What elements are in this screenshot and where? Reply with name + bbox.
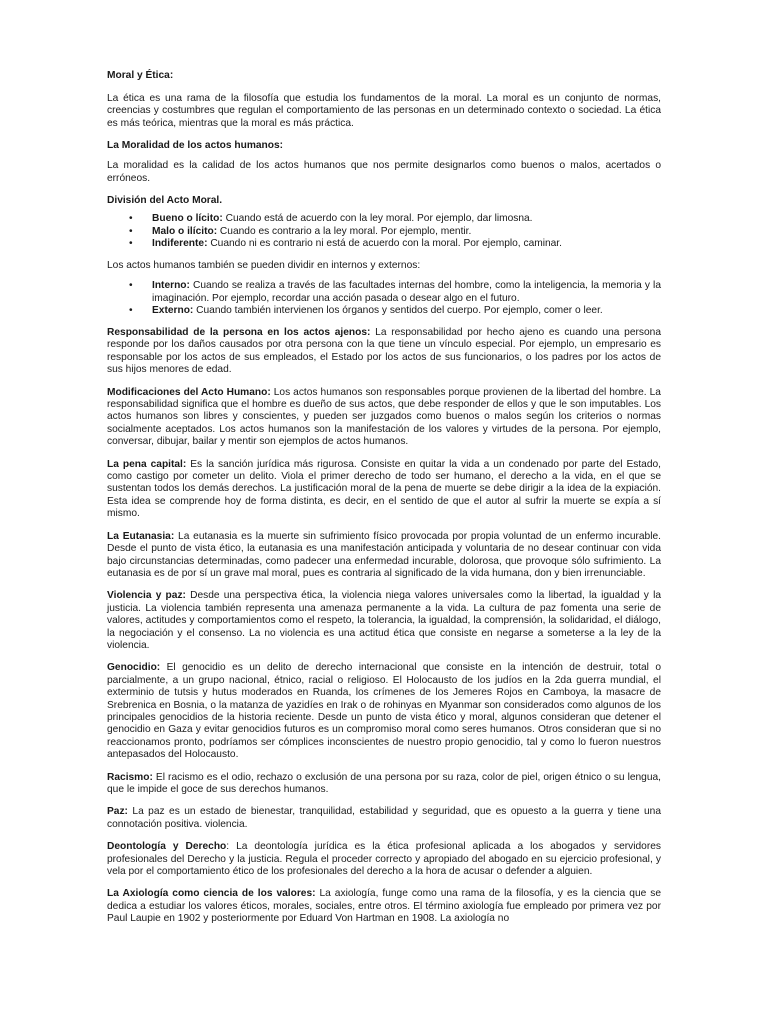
section-paragraph (107, 590, 661, 652)
bullet-icon: • (129, 280, 133, 292)
section-paragraph (107, 459, 661, 521)
bullet-icon: • (129, 238, 133, 250)
list-item (129, 280, 661, 305)
item-term: Interno: (152, 280, 190, 292)
item-text: Cuando también intervienen los órganos y sentidos del cuerpo. Por ejemplo, comer o leer. (193, 305, 603, 317)
item-term: Bueno o lícito: (152, 213, 223, 225)
internos-externos-list (107, 280, 661, 318)
item-text: Cuando es contrario a la ley moral. Por ejemplo, mentir. (217, 225, 472, 237)
item-term: Malo o ilícito: (152, 225, 218, 237)
section-paragraph (107, 387, 661, 449)
item-text: Cuando ni es contrario ni está de acuerdo con la moral. Por ejemplo, caminar. (207, 238, 562, 250)
item-term: Externo: (152, 305, 194, 317)
section-text: Es la sanción jurídica más rigurosa. Consiste en quitar la vida a un condenado por parte del Estado, como castigo por cometer un delito. Viola el primer derecho de todo ser humano, el derecho a la vida, en el que se sustentan todos los demás derechos. La justificación moral de la pena de muerte se debe dirigir a la idea de la expiación. Esta idea se comprende hoy de forma distinta, es decir, en el sentido de que el autor al sufrir la muerte se expía a sí mismo. (107, 458, 661, 520)
section-term: La Eutanasia: (107, 530, 175, 542)
section-paragraph (107, 888, 661, 925)
bullet-icon: • (129, 213, 133, 225)
division-list (107, 213, 661, 251)
section-paragraph (107, 662, 661, 761)
list-item (129, 225, 661, 239)
section-paragraph (107, 531, 661, 581)
section-term: Deontología y Derecho (107, 841, 227, 853)
document-title: Moral y Ética: (107, 70, 174, 81)
list-item (129, 213, 661, 226)
moralidad-paragraph: La moralidad es la calidad de los actos humanos que nos permite designarlos como buenos o malos, acertados o erróneos. (107, 160, 661, 184)
section-term: Responsabilidad de la persona en los actos ajenos: (107, 327, 371, 338)
item-text: Cuando está de acuerdo con la ley moral. Por ejemplo, dar limosna. (222, 213, 533, 225)
section-term: La Axiología como ciencia de los valores: (107, 888, 316, 900)
section-term: Racismo: (107, 771, 153, 783)
internos-externos-intro: Los actos humanos también se pueden dividir en internos y externos: (107, 259, 421, 271)
section-paragraph (107, 772, 661, 797)
section-paragraph (107, 806, 661, 831)
moralidad-heading: La Moralidad de los actos humanos: (107, 140, 284, 152)
section-text: Los actos humanos son responsables porque provienen de la libertad del hombre. La responsabilidad significa que el hombre es dueño de sus actos, que debe responder de ellos y que le son imputables. Los actos humanos son libres y conscientes, y pueden ser juzgados como buenos o malos según los criterios o normas socialmente aceptados. Los actos humanos son la manifestación de los valores y virtudes de la persona. Por ejemplo, conversar, dibujar, bailar y mentir son ejemplos de actos humanos. (107, 386, 661, 448)
list-item (129, 305, 661, 318)
item-term: Indiferente: (152, 238, 208, 250)
section-term: Violencia y paz: (107, 590, 186, 602)
section-term: La pena capital: (107, 458, 187, 470)
section-text: El racismo es el odio, rechazo o exclusión de una persona por su raza, color de piel, origen étnico o su lengua, que le impide el goce de sus derechos humanos. (107, 771, 661, 795)
intro-paragraph: La ética es una rama de la filosofía que estudia los fundamentos de la moral. La moral es un conjunto de normas, creencias y costumbres que regulan el comportamiento de las personas en un determinado contexto o sociedad. La ética es más teórica, mientras que la moral es más práctica. (107, 93, 661, 129)
section-term: Modificaciones del Acto Humano: (107, 386, 271, 398)
section-text: La responsabilidad por hecho ajeno es cuando una persona responde por los daños causados por otra persona con la que tiene un vínculo especial. Por ejemplo, un empresario es responsable por los actos de sus empleados, el Estado por los actos de sus funcionarios, o los padres por los actos de sus hijos menores de edad. (107, 327, 661, 376)
section-text: Desde una perspectiva ética, la violencia niega valores universales como la libertad, la igualdad y la justicia. La violencia también representa una amenaza permanente a la vida. La cultura de paz fomenta una serie de valores, actitudes y comportamientos como el respeto, la tolerancia, la igualdad, la comprensión, la solidaridad, el diálogo, la negociación y el consenso. La no violencia es una actitud ética que consiste en negarse a someterse a la ley de la violencia. (107, 590, 661, 651)
section-text: El genocidio es un delito de derecho internacional que consiste en la intención de destruir, total o parcialmente, a un grupo nacional, étnico, racial o religioso. El Holocausto de los judíos en la 2da guerra mundial, el exterminio de tutsis y hutus moderados en Ruanda, los crímenes de los Jemeres Rojos en Camboya, la masacre de Srebrenica en Bosnia, o la matanza de yazidíes en Irak o de rohinyas en Myanmar son considerados como algunos de los principales genocidios de la historia reciente. Desde un punto de vista ético y moral, algunos consideran que detener el genocidio en Gaza y evitar genocidios futuros es un compromiso moral como seres humanos. Otros consideran que si no reaccionamos pronto, podríamos ser cómplices inconscientes de nuestro propio genocidio, tal y como lo fueron nuestros antepasados del Holocausto. (107, 662, 661, 761)
section-term: Paz: (107, 806, 128, 818)
bullet-icon: • (129, 305, 133, 317)
section-text: La eutanasia es la muerte sin sufrimiento físico provocada por propia voluntad de un enfermo incurable. Desde el punto de vista ético, la eutanasia es una manifestación anticipada y voluntaria de no desear continuar con vida bajo circunstancias determinadas, como padecer una enfermedad incurable, dolorosa, que provoque sólo sufrimiento. La eutanasia es de por sí un grave mal moral, pues es contraria al significado de la vida humana, don y bien irrenunciable. (107, 530, 661, 579)
item-text: Cuando se realiza a través de las facultades internas del hombre, como la inteligencia, la memoria y la imaginación. Por ejemplo, recordar una acción pasada o desear algo en el futuro. (152, 280, 661, 304)
list-item (129, 238, 661, 251)
bullet-icon: • (129, 225, 133, 237)
section-term: Genocidio: (107, 662, 161, 674)
section-paragraph (107, 841, 661, 878)
section-paragraph (107, 327, 661, 377)
section-text: : La deontología jurídica es la ética profesional aplicada a los abogados y servidores profesionales del Derecho y la justicia. Regula el proceder correcto y apropiado del abogado en su ejercicio profesional, y vela por el comportamiento ético de los profesionales del derecho a la hora de acusar o defender a alguien. (107, 841, 661, 878)
section-text: La axiología, funge como una rama de la filosofía, y es la ciencia que se dedica a estudiar los valores éticos, morales, sociales, entre otros. El término axiología fue empleado por primera vez por Paul Laupie en 1902 y posteriormente por Eduard Von Hartman en 1908. La axiología no (107, 888, 661, 925)
division-heading: División del Acto Moral. (107, 195, 223, 207)
section-text: La paz es un estado de bienestar, tranquilidad, estabilidad y seguridad, que es opuesto a la guerra y tiene una connotación positiva. violencia. (107, 806, 661, 830)
